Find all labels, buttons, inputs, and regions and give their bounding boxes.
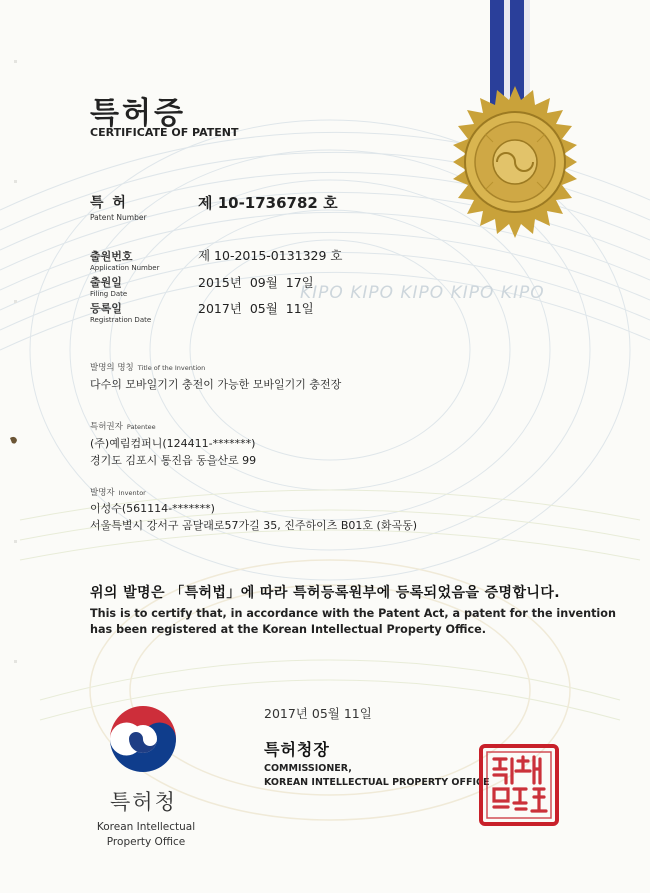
patent-number-label bbox=[90, 192, 147, 222]
inventor-label bbox=[90, 486, 146, 498]
invention-title-label-en: Title of the Invention bbox=[137, 364, 206, 372]
office-name-en: Korean Intellectual Property Office bbox=[96, 821, 196, 848]
filing-date-label-en: Filing Date bbox=[90, 290, 128, 298]
commissioner-title-ko: 특허청장 bbox=[264, 740, 330, 759]
issue-date: 2017년 05월 11일 bbox=[264, 706, 372, 721]
gold-seal-emblem bbox=[436, 84, 594, 240]
official-red-stamp bbox=[478, 743, 560, 827]
watermark-text: KIPO KIPO KIPO KIPO KIPO bbox=[300, 283, 545, 303]
application-number-label-ko: 출원번호 bbox=[90, 250, 133, 263]
inventor-label-en: Inventor bbox=[118, 489, 146, 497]
patentee-address: 경기도 김포시 통진읍 동을산로 99 bbox=[90, 454, 257, 467]
kipo-logo-icon bbox=[106, 702, 180, 776]
patentee-label-ko: 특허권자 bbox=[90, 422, 123, 432]
application-number-value: 제 10-2015-0131329 호 bbox=[198, 248, 343, 263]
inventor-label-ko: 발명자 bbox=[90, 488, 115, 498]
patentee-label-en: Patentee bbox=[126, 423, 156, 431]
registration-date-label-ko: 등록일 bbox=[90, 302, 122, 315]
application-number-label-en: Application Number bbox=[90, 264, 160, 272]
certification-statement-en: This is to certify that, in accordance with the Patent Act, a patent for the invention has been registered at the Korean Intellectual Property Office. bbox=[90, 607, 616, 636]
invention-title-value: 다수의 모바일기기 충전이 가능한 모바일기기 충전장 bbox=[90, 378, 342, 391]
inventor-address: 서울특별시 강서구 곰달래로57가길 35, 진주하이츠 B01호 (화곡동) bbox=[90, 519, 417, 532]
filing-date-value: 2015년 09월 17일 bbox=[198, 275, 314, 290]
registration-date-label-en: Registration Date bbox=[90, 316, 152, 324]
invention-title-label bbox=[90, 361, 205, 373]
certificate-title-en: CERTIFICATE OF PATENT bbox=[90, 126, 239, 139]
application-number-label bbox=[90, 248, 159, 272]
filing-date-label-ko: 출원일 bbox=[90, 276, 122, 289]
commissioner-title-en bbox=[264, 762, 489, 790]
filing-date-label bbox=[90, 274, 127, 298]
commissioner-line-1: COMMISSIONER, bbox=[264, 763, 352, 774]
commissioner-line-2: KOREAN INTELLECTUAL PROPERTY OFFICE bbox=[264, 777, 490, 788]
registration-date-value: 2017년 05월 11일 bbox=[198, 301, 314, 316]
registration-date-label bbox=[90, 300, 151, 324]
office-name-ko: 특허청 bbox=[110, 790, 177, 814]
invention-title-label-ko: 발명의 명칭 bbox=[90, 363, 134, 373]
patent-number-label-en: Patent Number bbox=[90, 213, 147, 222]
patent-number-value: 제 10-1736782 호 bbox=[198, 194, 338, 212]
patentee-name: (주)예림컴퍼니(124411-*******) bbox=[90, 437, 256, 450]
certification-statement-ko: 위의 발명은 「특허법」에 따라 특허등록원부에 등록되었음을 증명합니다. bbox=[90, 585, 560, 601]
certificate-title-ko: 특허증 bbox=[90, 96, 186, 131]
patent-number-label-ko: 특 허 bbox=[90, 195, 128, 211]
patentee-label bbox=[90, 420, 156, 432]
inventor-name: 이성수(561114-*******) bbox=[90, 502, 215, 515]
